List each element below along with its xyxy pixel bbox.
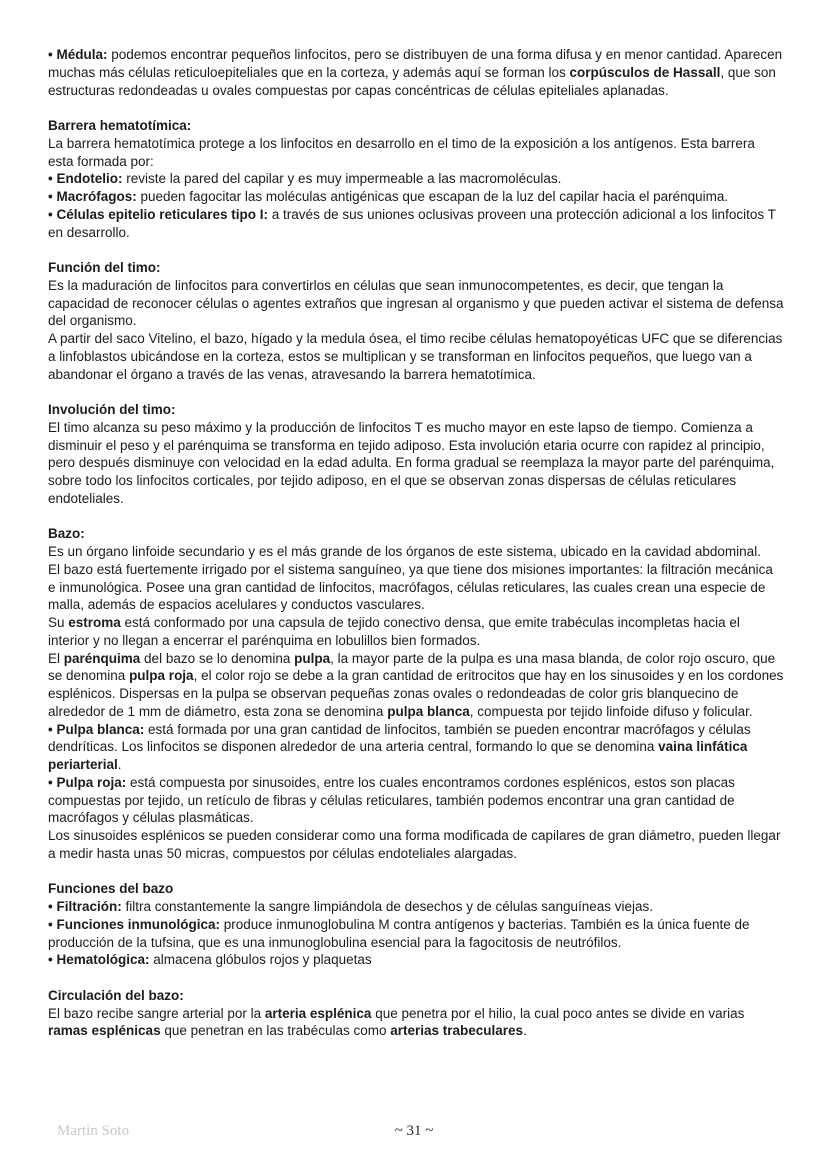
text-segment: está formada por una gran cantidad de linfocitos, también se pueden encontrar macrófagos y células dendríticas. Los linfocitos se disponen alrededor de una arteria central, formando lo que se denomina bbox=[48, 721, 751, 755]
text-segment-bold: • Macrófagos: bbox=[48, 189, 137, 204]
page-footer bbox=[48, 1123, 780, 1143]
section-heading: Función del timo: bbox=[48, 260, 161, 275]
document-section bbox=[48, 987, 784, 1040]
text-segment-bold: • Médula: bbox=[48, 47, 108, 62]
text-segment: del bazo se lo denomina bbox=[140, 650, 295, 666]
paragraph bbox=[48, 543, 784, 561]
text-segment: Los sinusoides esplénicos se pueden considerar como una forma modificada de capilares de gran diámetro, pueden llegar a medir hasta unas 50 micras, compuestos por células endoteliales alargadas. bbox=[48, 828, 781, 861]
document-section bbox=[48, 401, 784, 508]
text-segment: El timo alcanza su peso máximo y la producción de linfocitos T es mucho mayor en este lapso de tiempo. Comienza a disminuir el peso y el parénquima se transforma en tejido adiposo. Esta involución etaria ocurre con rapidez al principio, pero después disminuye con velocidad en la edad adulta. En forma gradual se reemplaza la mayor parte del parénquima, sobre todo los linfocitos corticales, por tejido adiposo, en el que se observan zonas dispersas de células reticulares endoteliales. bbox=[48, 419, 775, 506]
paragraph bbox=[48, 277, 784, 330]
text-segment-bold: • Funciones inmunológica: bbox=[48, 916, 220, 932]
text-segment: que penetran en las trabéculas como bbox=[160, 1023, 391, 1039]
paragraph bbox=[48, 330, 784, 383]
section-heading: Barrera hematotímica: bbox=[48, 118, 192, 133]
text-segment-bold: • Pulpa roja: bbox=[48, 774, 127, 790]
text-segment: Su bbox=[48, 615, 69, 630]
text-segment: El bbox=[48, 650, 64, 666]
document-section bbox=[48, 525, 784, 862]
footer-page-number: ~ 31 ~ bbox=[394, 1123, 434, 1139]
text-segment: , compuesta por tejido linfoide difuso y folicular. bbox=[469, 703, 753, 719]
paragraph bbox=[48, 774, 784, 827]
text-segment-bold: pulpa roja bbox=[129, 668, 194, 684]
paragraph bbox=[48, 721, 784, 774]
text-segment-bold: • Células epitelio reticulares tipo I: bbox=[48, 206, 269, 222]
paragraph bbox=[48, 135, 784, 171]
section-heading: Involución del timo: bbox=[48, 402, 176, 417]
text-segment: produce inmunoglobulina M contra antígenos y bacterias. También es la única fuente de producción de la tufsina, que es una inmunoglobulina esencial para la fagocitosis de neutrófilos. bbox=[48, 916, 750, 950]
text-segment: podemos encontrar pequeños linfocitos, pero se distribuyen de una forma difusa y en menor cantidad. Aparecen muchas más células reticuloepiteliales que en la corteza, y además aquí se forman los bbox=[48, 47, 783, 80]
text-segment: pueden fagocitar las moléculas antigénicas que escapan de la luz del capilar hacia el parénquima. bbox=[136, 189, 729, 204]
text-segment: . bbox=[523, 1023, 527, 1039]
text-segment-bold: • Pulpa blanca: bbox=[48, 721, 145, 737]
text-segment-bold: pulpa blanca bbox=[387, 703, 470, 719]
text-segment: que penetra por el hilio, la cual poco antes se divide en varias bbox=[371, 1005, 745, 1021]
text-segment-bold: • Endotelio: bbox=[48, 171, 123, 187]
text-segment-bold: ramas esplénicas bbox=[48, 1023, 161, 1039]
text-segment: El bazo está fuertemente irrigado por el sistema sanguíneo, ya que tiene dos misiones importantes: la filtración mecánica e inmunológica. Posee una gran cantidad de linfocitos, macrófagos, células reticulares, las cuales crean una especie de malla, además de espacios acelulares y conductos vasculares. bbox=[48, 561, 773, 613]
text-segment: está compuesta por sinusoides, entre los cuales encontramos cordones esplénicos, estos son placas compuestas por tejido, un retículo de fibras y células reticulares, también podemos encontrar una gran cantidad de macrófagos y células plasmáticas. bbox=[48, 774, 735, 826]
paragraph bbox=[48, 1005, 784, 1041]
paragraph bbox=[48, 650, 784, 721]
document-section bbox=[48, 46, 784, 99]
text-segment-bold: • Hematológica: bbox=[48, 952, 150, 968]
document-section bbox=[48, 880, 784, 969]
section-heading: Funciones del bazo bbox=[48, 881, 174, 897]
paragraph bbox=[48, 898, 784, 916]
text-segment: Es la maduración de linfocitos para convertirlos en células que sean inmunocompetentes, es decir, que tengan la capacidad de reconocer células o agentes extraños que ingresan al organismo y que pueden activar el sistema de defensa del organismo. bbox=[48, 277, 784, 329]
paragraph bbox=[48, 419, 784, 508]
text-segment: Es un órgano linfoide secundario y es el más grande de los órganos de este sistema, ubicado en la cavidad abdominal. bbox=[48, 544, 761, 559]
document-section bbox=[48, 117, 784, 241]
text-segment: a través de sus uniones oclusivas proveen una protección adicional a los linfocitos T en desarrollo. bbox=[48, 206, 776, 240]
paragraph bbox=[48, 170, 784, 188]
paragraph bbox=[48, 916, 784, 952]
paragraph bbox=[48, 188, 784, 206]
section-heading: Circulación del bazo: bbox=[48, 987, 184, 1003]
document-body bbox=[48, 46, 784, 1040]
text-segment-bold: • Filtración: bbox=[48, 899, 122, 914]
text-segment-bold: pulpa bbox=[294, 650, 331, 666]
section-heading: Bazo: bbox=[48, 526, 85, 542]
text-segment: , el color rojo se debe a la gran cantidad de eritrocitos que hay en los sinusoides y en los cordones esplénicos. Dispersas en la pulpa se observan pequeñas zonas ovales o redondeadas de color gris blanquecino de alrededor de 1 mm de diámetro, esta zona se denomina bbox=[48, 668, 784, 719]
paragraph bbox=[48, 561, 784, 614]
paragraph bbox=[48, 614, 784, 650]
text-segment-bold: parénquima bbox=[63, 650, 141, 666]
text-segment: . bbox=[117, 757, 122, 772]
text-segment: , la mayor parte de la pulpa es una masa blanda, de color rojo oscuro, que se denomina bbox=[48, 650, 776, 684]
paragraph bbox=[48, 827, 784, 863]
text-segment: La barrera hematotímica protege a los linfocitos en desarrollo en el timo de la exposición a los antígenos. Esta barrera esta formada por: bbox=[48, 135, 755, 169]
text-segment: está conformado por una capsula de tejido conectivo densa, que emite trabéculas incompletas hacia el interior y no llegan a encerrar el parénquima en lobulillos bien formados. bbox=[48, 615, 740, 648]
text-segment: filtra constantemente la sangre limpiándola de desechos y de células sanguíneas viejas. bbox=[121, 899, 654, 914]
paragraph bbox=[48, 951, 784, 969]
text-segment-bold: corpúsculos de Hassall bbox=[569, 64, 721, 80]
text-segment: , que son estructuras redondeadas u ovales compuestas por capas concéntricas de células epiteliales aplanadas. bbox=[48, 64, 776, 98]
footer-author: Martin Soto bbox=[57, 1123, 130, 1139]
paragraph bbox=[48, 206, 784, 242]
text-segment: reviste la pared del capilar y es muy impermeable a las macromoléculas. bbox=[122, 171, 562, 187]
text-segment: almacena glóbulos rojos y plaquetas bbox=[149, 952, 372, 968]
text-segment-bold: estroma bbox=[68, 615, 121, 630]
text-segment-bold: vaina linfática periarterial bbox=[48, 739, 748, 772]
text-segment-bold: arterias trabeculares bbox=[390, 1023, 524, 1039]
text-segment-bold: arteria esplénica bbox=[264, 1005, 372, 1021]
text-segment: El bazo recibe sangre arterial por la bbox=[48, 1005, 265, 1021]
paragraph bbox=[48, 46, 784, 99]
text-segment: A partir del saco Vitelino, el bazo, hígado y la medula ósea, el timo recibe células hematopoyéticas UFC que se diferencias a linfoblastos ubicándose en la corteza, estos se multiplican y se transforman en linfocitos pequeños, que luego van a abandonar el órgano a través de las venas, atravesando la barrera hematotímica. bbox=[48, 331, 783, 382]
document-section bbox=[48, 259, 784, 383]
